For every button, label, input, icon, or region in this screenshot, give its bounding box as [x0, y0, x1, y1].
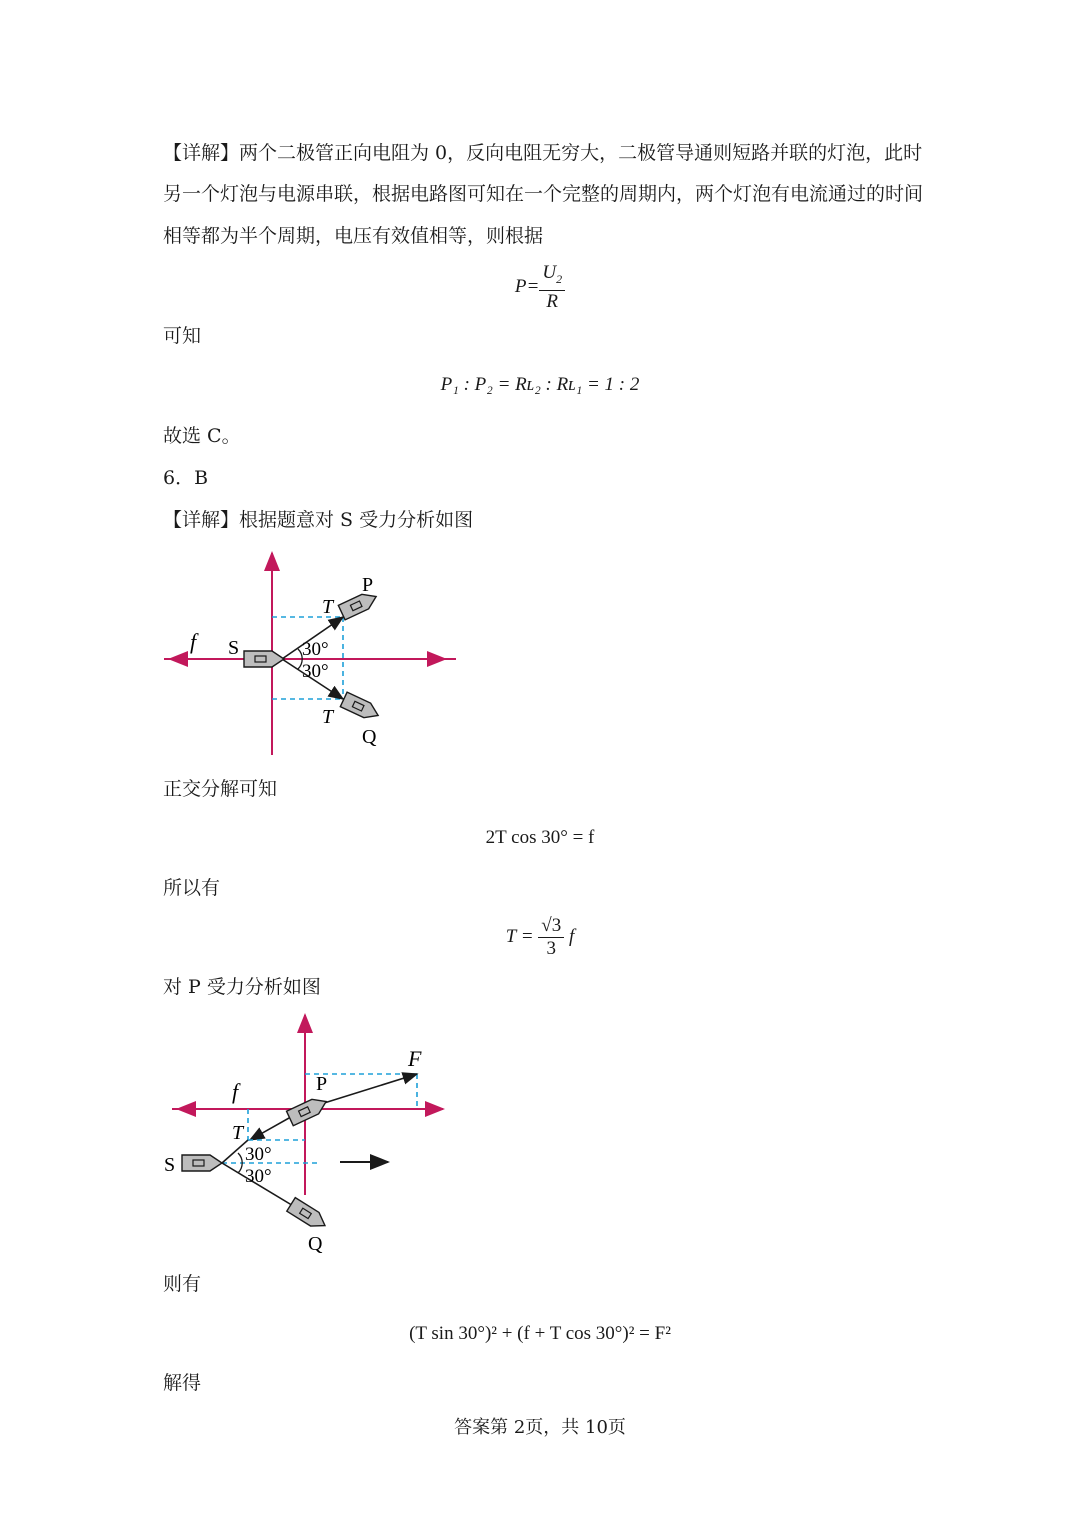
label-p-2: P — [316, 1073, 328, 1095]
label-f-2: f — [232, 1079, 239, 1104]
label-s: S — [228, 637, 240, 659]
label-F: F — [408, 1046, 422, 1071]
question-6-answer: 6．B — [163, 467, 209, 489]
formula-power-fraction — [539, 262, 565, 313]
force-diagram-s — [160, 545, 470, 760]
label-q-2: Q — [308, 1233, 323, 1255]
formula-power-lhs: P= — [514, 275, 540, 297]
formula-t-den: 3 — [546, 938, 556, 959]
formula-t-rhs: f — [568, 925, 575, 947]
text-guxuan: 故选 C。 — [163, 425, 241, 447]
label-p: P — [362, 574, 374, 596]
label-t-top: T — [322, 596, 334, 618]
formula-t-fraction — [538, 915, 564, 960]
formula-cos: 2T cos 30° = f — [485, 827, 595, 848]
label-t-2: T — [232, 1122, 244, 1144]
formula-power-num: U — [542, 262, 557, 283]
boat-q-2 — [287, 1198, 329, 1233]
detail-line-1: 【详解】两个二极管正向电阻为 0，反向电阻无穷大，二极管导通则短路并联的灯泡，此时 — [163, 142, 923, 164]
label-angle-bottom: 30° — [302, 661, 329, 682]
formula-final: (T sin 30°)² + (f + T cos 30°)² = F² — [409, 1323, 671, 1344]
label-f: f — [190, 629, 197, 654]
formula-ratio: P₁ : P₂ = Rʟ₂ : Rʟ₁ = 1 : 2 — [440, 374, 640, 395]
formula-power-den: R — [546, 290, 559, 312]
text-zhengjiao: 正交分解可知 — [163, 778, 278, 800]
text-kezhi: 可知 — [163, 325, 202, 347]
boat-s — [244, 651, 284, 667]
formula-t-lhs: T = — [505, 925, 534, 947]
formula-power-num-sub: 2 — [556, 271, 563, 286]
boat-p — [338, 589, 379, 620]
label-s-2: S — [164, 1154, 176, 1176]
text-zeyou: 则有 — [163, 1273, 202, 1295]
label-angle-top-2: 30° — [245, 1144, 272, 1165]
label-q: Q — [362, 726, 377, 748]
detail-line-3: 相等都为半个周期，电压有效值相等，则根据 — [163, 225, 544, 247]
label-angle-top: 30° — [302, 639, 329, 660]
formula-t-num: √3 — [538, 915, 564, 938]
detail-line-2: 另一个灯泡与电源串联，根据电路图可知在一个完整的周期内，两个灯泡有电流通过的时间 — [163, 183, 924, 205]
formula-t — [0, 915, 1080, 960]
label-t-bottom: T — [322, 706, 334, 728]
force-diagram-p — [160, 1010, 460, 1260]
boat-s-2 — [182, 1155, 222, 1171]
formula-power — [0, 262, 1080, 313]
text-duip: 对 P 受力分析如图 — [163, 976, 321, 998]
label-angle-bottom-2: 30° — [245, 1166, 272, 1187]
page-footer: 答案第 2页，共 10页 — [454, 1417, 626, 1438]
detail-6: 【详解】根据题意对 S 受力分析如图 — [163, 509, 474, 531]
text-suoyiyou: 所以有 — [163, 877, 221, 899]
boat-q — [340, 692, 381, 723]
text-jiede: 解得 — [163, 1372, 202, 1394]
